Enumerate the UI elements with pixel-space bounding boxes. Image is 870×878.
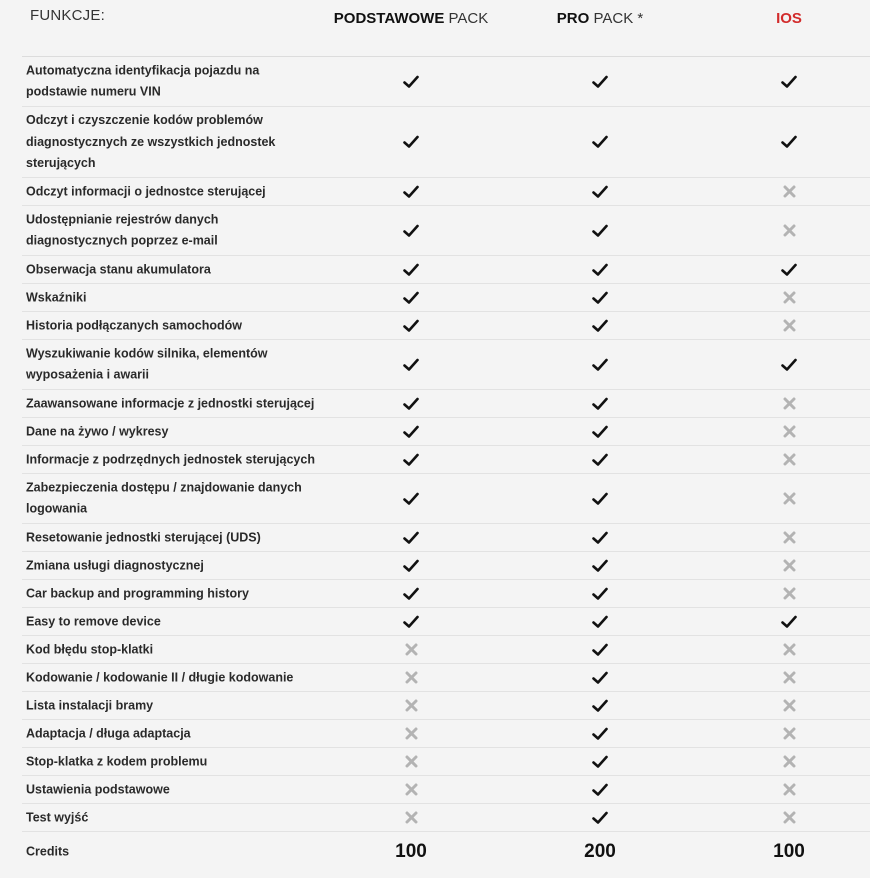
column-ios bbox=[776, 10, 802, 27]
column-ios-label: IOS bbox=[776, 10, 802, 27]
check-icon bbox=[588, 219, 612, 243]
table-header bbox=[22, 0, 870, 57]
cross-icon bbox=[777, 554, 801, 578]
check-icon bbox=[588, 638, 612, 662]
cross-icon bbox=[777, 666, 801, 690]
cross-icon bbox=[399, 806, 423, 830]
check-icon bbox=[588, 666, 612, 690]
table-row bbox=[22, 206, 870, 256]
feature-label: Zmiana usługi diagnostycznej bbox=[26, 557, 204, 572]
check-icon bbox=[588, 806, 612, 830]
table-row bbox=[22, 340, 870, 390]
feature-label: Udostępnianie rejestrów danych diagnostycznych poprzez e-mail bbox=[26, 212, 219, 248]
table-row bbox=[22, 776, 870, 804]
cross-icon bbox=[399, 694, 423, 718]
features-heading: FUNKCJE: bbox=[30, 7, 105, 24]
table-row bbox=[22, 446, 870, 474]
feature-label: Ustawienia podstawowe bbox=[26, 781, 170, 796]
check-icon bbox=[777, 610, 801, 634]
cross-icon bbox=[777, 778, 801, 802]
check-icon bbox=[588, 180, 612, 204]
table-row bbox=[22, 256, 870, 284]
check-icon bbox=[588, 353, 612, 377]
cross-icon bbox=[777, 582, 801, 606]
check-icon bbox=[777, 353, 801, 377]
table-row bbox=[22, 636, 870, 664]
column-pro-bold: PRO bbox=[556, 10, 590, 27]
table-row bbox=[22, 390, 870, 418]
credits-ios-value: 100 bbox=[773, 841, 805, 862]
check-icon bbox=[399, 448, 423, 472]
column-basic-pack bbox=[334, 10, 488, 27]
check-icon bbox=[588, 448, 612, 472]
check-icon bbox=[588, 582, 612, 606]
check-icon bbox=[399, 487, 423, 511]
column-basic-rest: PACK bbox=[444, 10, 489, 27]
check-icon bbox=[399, 70, 423, 94]
check-icon bbox=[588, 130, 612, 154]
check-icon bbox=[588, 722, 612, 746]
table-row bbox=[22, 107, 870, 178]
table-row bbox=[22, 284, 870, 312]
feature-label: Kodowanie / kodowanie II / długie kodowanie bbox=[26, 669, 294, 684]
table-row bbox=[22, 474, 870, 524]
check-icon bbox=[588, 420, 612, 444]
check-icon bbox=[399, 392, 423, 416]
table-row bbox=[22, 608, 870, 636]
cross-icon bbox=[777, 448, 801, 472]
check-icon bbox=[777, 130, 801, 154]
feature-label: Adaptacja / długa adaptacja bbox=[26, 725, 191, 740]
table-row bbox=[22, 178, 870, 206]
check-icon bbox=[399, 180, 423, 204]
feature-table bbox=[22, 57, 870, 872]
check-icon bbox=[399, 353, 423, 377]
feature-label: Automatyczna identyfikacja pojazdu na podstawie numeru VIN bbox=[26, 63, 260, 99]
check-icon bbox=[588, 286, 612, 310]
feature-label: Lista instalacji bramy bbox=[26, 697, 154, 712]
feature-label: Odczyt i czyszczenie kodów problemów diagnostycznych ze wszystkich jednostek sterujących bbox=[26, 112, 276, 170]
table-row bbox=[22, 720, 870, 748]
feature-label: Kod błędu stop-klatki bbox=[26, 641, 154, 656]
check-icon bbox=[399, 526, 423, 550]
cross-icon bbox=[399, 638, 423, 662]
table-row bbox=[22, 552, 870, 580]
feature-label: Stop-klatka z kodem problemu bbox=[26, 753, 208, 768]
feature-label: Wyszukiwanie kodów silnika, elementów wyposażenia i awarii bbox=[26, 346, 268, 382]
feature-label: Obserwacja stanu akumulatora bbox=[26, 261, 211, 276]
credits-row bbox=[22, 832, 870, 872]
check-icon bbox=[399, 258, 423, 282]
cross-icon bbox=[399, 722, 423, 746]
feature-label: Resetowanie jednostki sterującej (UDS) bbox=[26, 529, 261, 544]
check-icon bbox=[399, 314, 423, 338]
check-icon bbox=[588, 750, 612, 774]
check-icon bbox=[399, 219, 423, 243]
check-icon bbox=[399, 610, 423, 634]
cross-icon bbox=[777, 694, 801, 718]
check-icon bbox=[399, 420, 423, 444]
cross-icon bbox=[777, 180, 801, 204]
feature-label: Historia podłączanych samochodów bbox=[26, 317, 243, 332]
cross-icon bbox=[777, 286, 801, 310]
check-icon bbox=[777, 258, 801, 282]
column-basic-bold: PODSTAWOWE bbox=[333, 10, 445, 27]
credits-pro-value: 200 bbox=[584, 841, 616, 862]
check-icon bbox=[588, 314, 612, 338]
feature-label: Odczyt informacji o jednostce sterującej bbox=[26, 183, 266, 198]
check-icon bbox=[588, 610, 612, 634]
check-icon bbox=[588, 487, 612, 511]
cross-icon bbox=[399, 778, 423, 802]
feature-label: Wskaźniki bbox=[26, 289, 87, 304]
table-row bbox=[22, 418, 870, 446]
table-row bbox=[22, 312, 870, 340]
feature-label: Zabezpieczenia dostępu / znajdowanie danych logowania bbox=[26, 480, 302, 516]
credits-label: Credits bbox=[26, 844, 70, 859]
cross-icon bbox=[777, 487, 801, 511]
credits-basic-value: 100 bbox=[395, 841, 427, 862]
table-row bbox=[22, 692, 870, 720]
cross-icon bbox=[777, 526, 801, 550]
cross-icon bbox=[777, 722, 801, 746]
column-pro-rest: PACK * bbox=[589, 10, 644, 27]
check-icon bbox=[399, 554, 423, 578]
check-icon bbox=[588, 778, 612, 802]
cross-icon bbox=[777, 806, 801, 830]
table-row bbox=[22, 748, 870, 776]
feature-label: Dane na żywo / wykresy bbox=[26, 423, 169, 438]
table-row bbox=[22, 664, 870, 692]
feature-label: Zaawansowane informacje z jednostki sterującej bbox=[26, 395, 315, 410]
cross-icon bbox=[777, 314, 801, 338]
check-icon bbox=[399, 582, 423, 606]
feature-label: Informacje z podrzędnych jednostek sterujących bbox=[26, 451, 315, 466]
cross-icon bbox=[777, 638, 801, 662]
check-icon bbox=[588, 694, 612, 718]
check-icon bbox=[777, 70, 801, 94]
check-icon bbox=[399, 286, 423, 310]
table-row bbox=[22, 580, 870, 608]
cross-icon bbox=[777, 219, 801, 243]
feature-label: Car backup and programming history bbox=[26, 585, 249, 600]
table-row bbox=[22, 57, 870, 107]
feature-label: Test wyjść bbox=[26, 809, 89, 824]
check-icon bbox=[588, 258, 612, 282]
cross-icon bbox=[399, 750, 423, 774]
check-icon bbox=[588, 70, 612, 94]
check-icon bbox=[588, 554, 612, 578]
cross-icon bbox=[777, 420, 801, 444]
column-pro-pack bbox=[557, 10, 643, 27]
feature-label: Easy to remove device bbox=[26, 613, 161, 628]
check-icon bbox=[399, 130, 423, 154]
table-row bbox=[22, 804, 870, 832]
cross-icon bbox=[399, 666, 423, 690]
check-icon bbox=[588, 392, 612, 416]
check-icon bbox=[588, 526, 612, 550]
table-row bbox=[22, 524, 870, 552]
cross-icon bbox=[777, 750, 801, 774]
cross-icon bbox=[777, 392, 801, 416]
